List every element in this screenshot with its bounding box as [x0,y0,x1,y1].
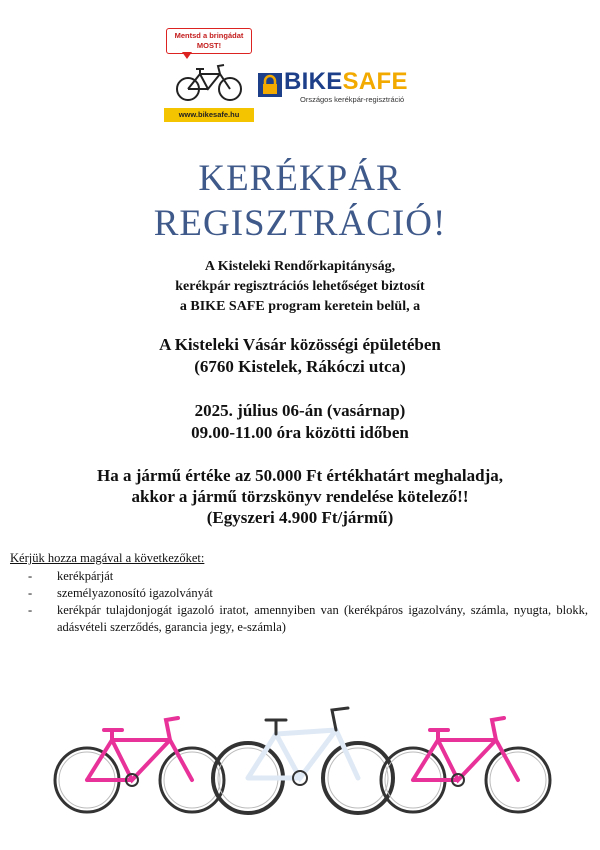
venue-text [0,334,600,378]
bicycles-illustration [0,700,600,850]
pink-bicycle-right [378,712,553,817]
bicycle-icon [174,62,244,104]
value-line-1: Ha a jármű értéke az 50.000 Ft értékhatárt meghaladja, [96,466,503,485]
slogan-line-1: Mentsd a bringádat [174,31,244,40]
list-dash: - [28,586,33,600]
list-item-text: személyazonosító igazolványát [57,586,213,600]
value-line-2: akkor a jármű törzskönyv rendelése kötelező!! [131,487,469,506]
title-line-1: KERÉKPÁR [198,158,402,199]
requirements-section [10,551,588,636]
list-item [10,602,588,636]
intro-text [0,257,600,317]
padlock-icon [258,73,282,97]
requirements-heading: Kérjük hozza magával a következőket: [10,551,205,565]
requirements-list [10,568,588,636]
bikesafe-badge [164,28,254,126]
list-item [10,585,588,602]
pink-bicycle-left [52,712,227,817]
date-line: 2025. július 06-án (vasárnap) [194,401,406,420]
intro-line-2: kerékpár regisztrációs lehetőséget biztosít [175,279,425,294]
intro-line-3: a BIKE SAFE program keretein belül, a [179,299,421,314]
list-item-text: kerékpárját [57,569,114,583]
venue-line-2: (6760 Kistelek, Rákóczi utca) [194,357,406,376]
list-item-text: kerékpár tulajdonjogát igazoló iratot, amennyiben van (kerékpáros igazolvány, számla, nyugta, blokk, adásvételi szerződés, garancia jegy, e-számla) [57,603,588,634]
bubble-tail [182,52,192,59]
list-item [10,568,588,585]
intro-line-1: A Kisteleki Rendőrkapitányság, [204,259,396,274]
brand-subtitle: Országos kerékpár-regisztráció [300,95,405,104]
white-bicycle-middle [208,700,398,818]
website-url: www.bikesafe.hu [164,108,254,122]
slogan-line-2: MOST! [196,41,222,50]
brand-name [284,68,408,96]
value-note [0,465,600,528]
value-line-3: (Egyszeri 4.900 Ft/jármű) [206,508,394,527]
date-time-text [0,400,600,444]
title-line-2: REGISZTRÁCIÓ! [153,203,447,244]
brand-bike: BIKE [284,68,343,95]
list-dash: - [28,569,33,583]
list-dash: - [28,603,33,617]
venue-line-1: A Kisteleki Vásár közösségi épületében [159,335,441,354]
time-line: 09.00-11.00 óra közötti időben [191,423,409,442]
brand-safe: SAFE [342,68,408,95]
slogan-bubble [166,28,252,54]
